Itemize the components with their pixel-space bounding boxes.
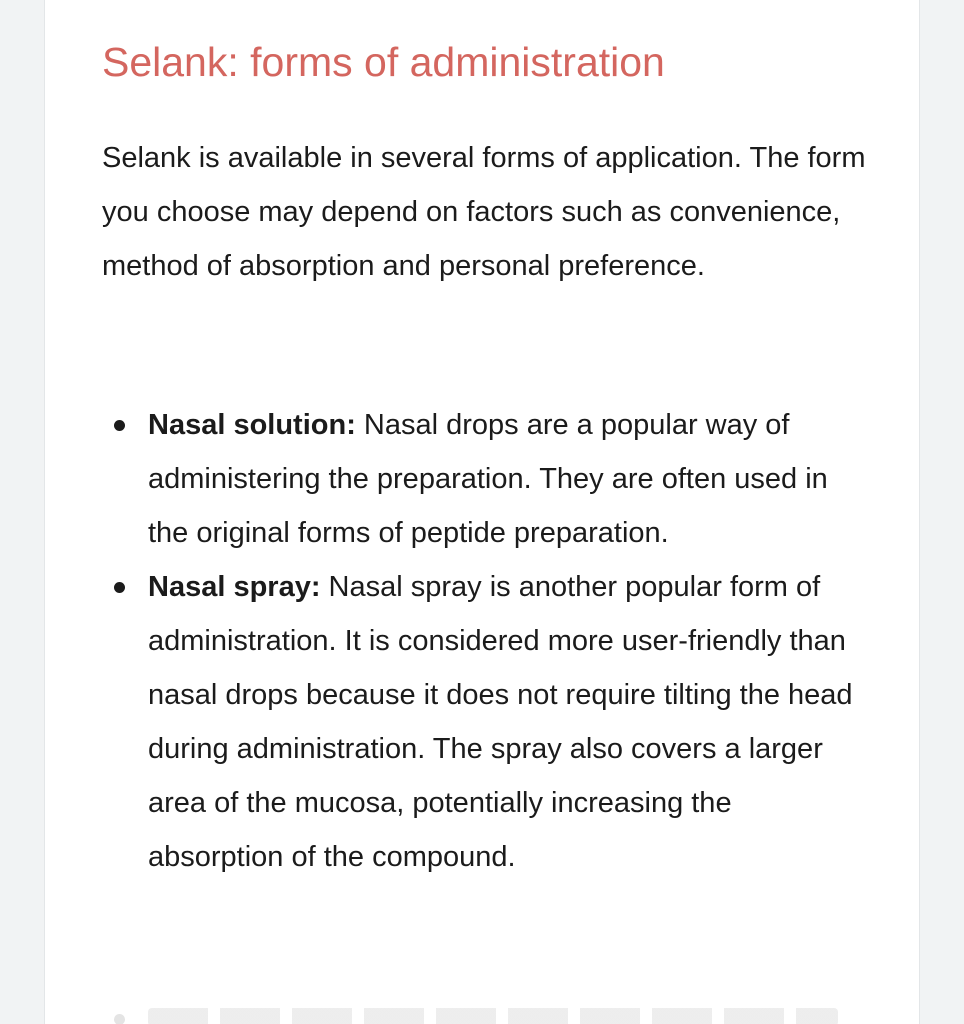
bullet-icon: [114, 420, 125, 431]
list-item-nasal-solution: [102, 398, 872, 560]
page-gutter-left: [0, 0, 44, 1024]
list-item-description: Nasal drops are a popular way of administering the preparation. They are often used in the original forms of peptide preparation.: [148, 409, 828, 549]
bullet-icon: [114, 1014, 125, 1024]
bullet-icon: [114, 582, 125, 593]
article-card: [44, 0, 920, 1024]
cut-off-next-item: [102, 1000, 872, 1024]
page-gutter-right: [920, 0, 964, 1024]
section-heading: Selank: forms of administration: [102, 39, 665, 85]
intro-paragraph: Selank is available in several forms of application. The form you choose may depend on factors such as convenience, method of absorption and personal preference.: [102, 142, 866, 282]
list-item-term: Nasal spray:: [148, 571, 321, 603]
list-item-description: Nasal spray is another popular form of administration. It is considered more user-friendly than nasal drops because it does not require tilting the head during administration. The spray also covers a larger area of the mucosa, potentially increasing the absorption of the compound.: [148, 571, 853, 873]
administration-forms-list: [102, 398, 872, 884]
list-item-nasal-spray: [102, 560, 872, 884]
list-item-term: Nasal solution:: [148, 409, 356, 441]
cut-off-text-line: [148, 1008, 838, 1024]
